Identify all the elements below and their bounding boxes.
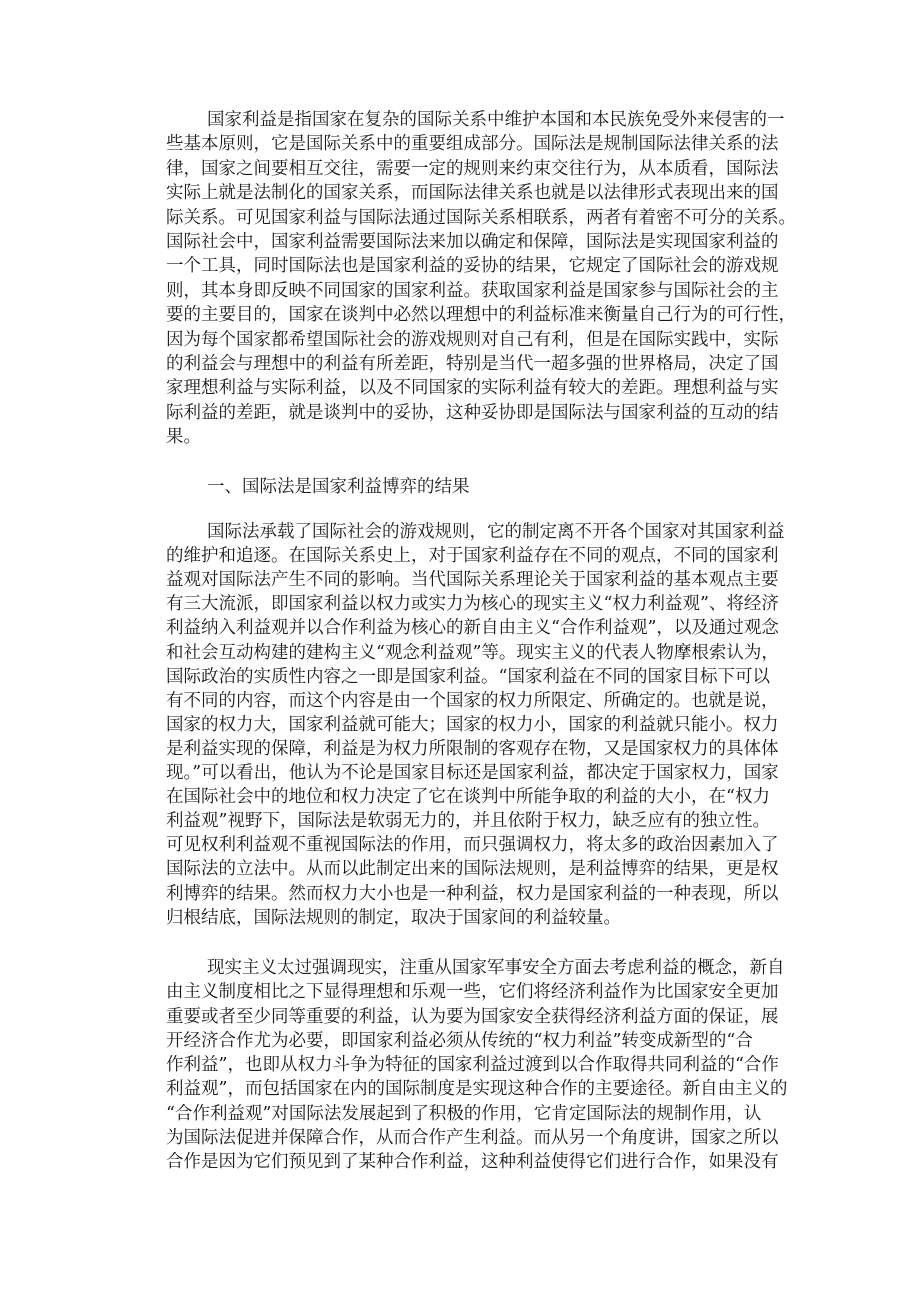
text-line: 开经济合作尤为必要，即国家利益必须从传统的“权力利益”转变成新型的“合 <box>166 1030 753 1051</box>
text-line: 际利益的差距，就是谈判中的妥协，这种妥协即是国际法与国家利益的互动的结 <box>166 402 779 423</box>
text-line: 合作是因为它们预见到了某种合作利益，这种利益使得它们进行合作，如果没有 <box>166 1152 779 1172</box>
text-line: 则，其本身即反映不同国家的国家利益。获取国家利益是国家参与国际社会的主 <box>166 280 779 301</box>
text-line: 国际社会中，国家利益需要国际法来加以确定和保障，国际法是实现国家利益的 <box>166 232 779 252</box>
text-line: 是利益实现的保障，利益是为权力所限制的客观存在物，又是国家权力的具体体 <box>166 738 779 759</box>
text-line: 益观对国际法产生不同的影响。当代国际关系理论关于国家利益的基本观点主要 <box>166 570 779 591</box>
text-line: 国际法承载了国际社会的游戏规则，它的制定离不开各个国家对其国家利益 <box>207 522 785 542</box>
text-line: 国际政治的实质性内容之一即是国家利益。“国家利益在不同的国家目标下可以 <box>166 666 770 687</box>
text-line: 在国际社会中的地位和权力决定了它在谈判中所能争取的利益的大小，在“权力 <box>166 787 770 808</box>
text-line: 的利益会与理想中的利益有所差距，特别是当代一超多强的世界格局，决定了国 <box>166 354 779 374</box>
text-line: 作利益”，也即从权力斗争为特征的国家利益过渡到以合作取得共同利益的“合作 <box>166 1055 779 1075</box>
text-line: 利益纳入利益观并以合作利益为核心的新自由主义“合作利益观”，以及通过观念 <box>166 618 779 639</box>
text-line: 重要或者至少同等重要的利益，认为要为国家安全获得经济利益方面的保证，展 <box>166 1006 779 1027</box>
text-line: 际关系。可见国家利益与国际法通过国际关系相联系，两者有着密不可分的关系。 <box>166 207 796 228</box>
text-line: 归根结底，国际法规则的制定，取决于国家间的利益较量。 <box>166 907 621 928</box>
text-line: 家理想利益与实际利益，以及不同国家的实际利益有较大的差距。理想利益与实 <box>166 378 779 399</box>
text-line: 果。 <box>166 427 201 448</box>
text-line: 利博弈的结果。然而权力大小也是一种利益，权力是国家利益的一种表现，所以 <box>166 883 779 904</box>
text-line: 利益观”视野下，国际法是软弱无力的，并且依附于权力，缺乏应有的独立性。 <box>166 811 770 832</box>
text-line: 一个工具，同时国际法也是国家利益的妥协的结果，它规定了国际社会的游戏规 <box>166 256 779 277</box>
text-line: 些基本原则，它是国际关系中的重要组成部分。国际法是规制国际法律关系的法 <box>166 134 779 155</box>
text-line: 要的主要目的，国家在谈判中必然以理想中的利益标准来衡量自己行为的可行性， <box>166 305 796 326</box>
text-line: 和社会互动构建的建构主义“观念利益观”等。现实主义的代表人物摩根索认为， <box>166 642 779 663</box>
text-line: 实际上就是法制化的国家关系，而国际法律关系也就是以法律形式表现出来的国 <box>166 183 779 204</box>
text-line: 有不同的内容，而这个内容是由一个国家的权力所限定、所确定的。也就是说， <box>166 690 779 711</box>
text-line: 利益观”，而包括国家在内的国际制度是实现这种合作的主要途径。新自由主义的 <box>166 1079 788 1100</box>
text-line: 为国际法促进并保障合作，从而合作产生利益。而从另一个角度讲，国家之所以 <box>166 1127 779 1148</box>
text-line: 现。”可以看出，他认为不论是国家目标还是国家利益，都决定于国家权力，国家 <box>166 763 779 783</box>
section-heading: 一、国际法是国家利益博弈的结果 <box>207 477 470 497</box>
text-line: 国际法的立法中。从而以此制定出来的国际法规则，是利益博弈的结果，更是权 <box>166 859 779 880</box>
text-line: 因为每个国家都希望国际社会的游戏规则对自己有利，但是在国际实践中，实际 <box>166 329 779 350</box>
text-line: 国家的权力大，国家利益就可能大；国家的权力小，国家的利益就只能小。权力 <box>166 714 779 735</box>
text-line: 律，国家之间要相互交往，需要一定的规则来约束交往行为，从本质看，国际法 <box>166 158 779 179</box>
text-line: 现实主义太过强调现实，注重从国家军事安全方面去考虑利益的概念，新自 <box>207 958 785 978</box>
text-line: 由主义制度相比之下显得理想和乐观一些，它们将经济利益作为比国家安全更加 <box>166 982 779 1003</box>
text-line: 国家利益是指国家在复杂的国际关系中维护本国和本民族免受外来侵害的一 <box>207 110 785 130</box>
text-line: 可见权利利益观不重视国际法的作用，而只强调权力，将太多的政治因素加入了 <box>166 835 779 856</box>
text-line: “合作利益观”对国际法发展起到了积极的作用，它肯定国际法的规制作用，认 <box>166 1103 762 1124</box>
text-line: 有三大流派，即国家利益以权力或实力为核心的现实主义“权力利益观”、将经济 <box>166 594 779 615</box>
text-line: 的维护和追逐。在国际关系史上，对于国家利益存在不同的观点，不同的国家利 <box>166 546 779 567</box>
